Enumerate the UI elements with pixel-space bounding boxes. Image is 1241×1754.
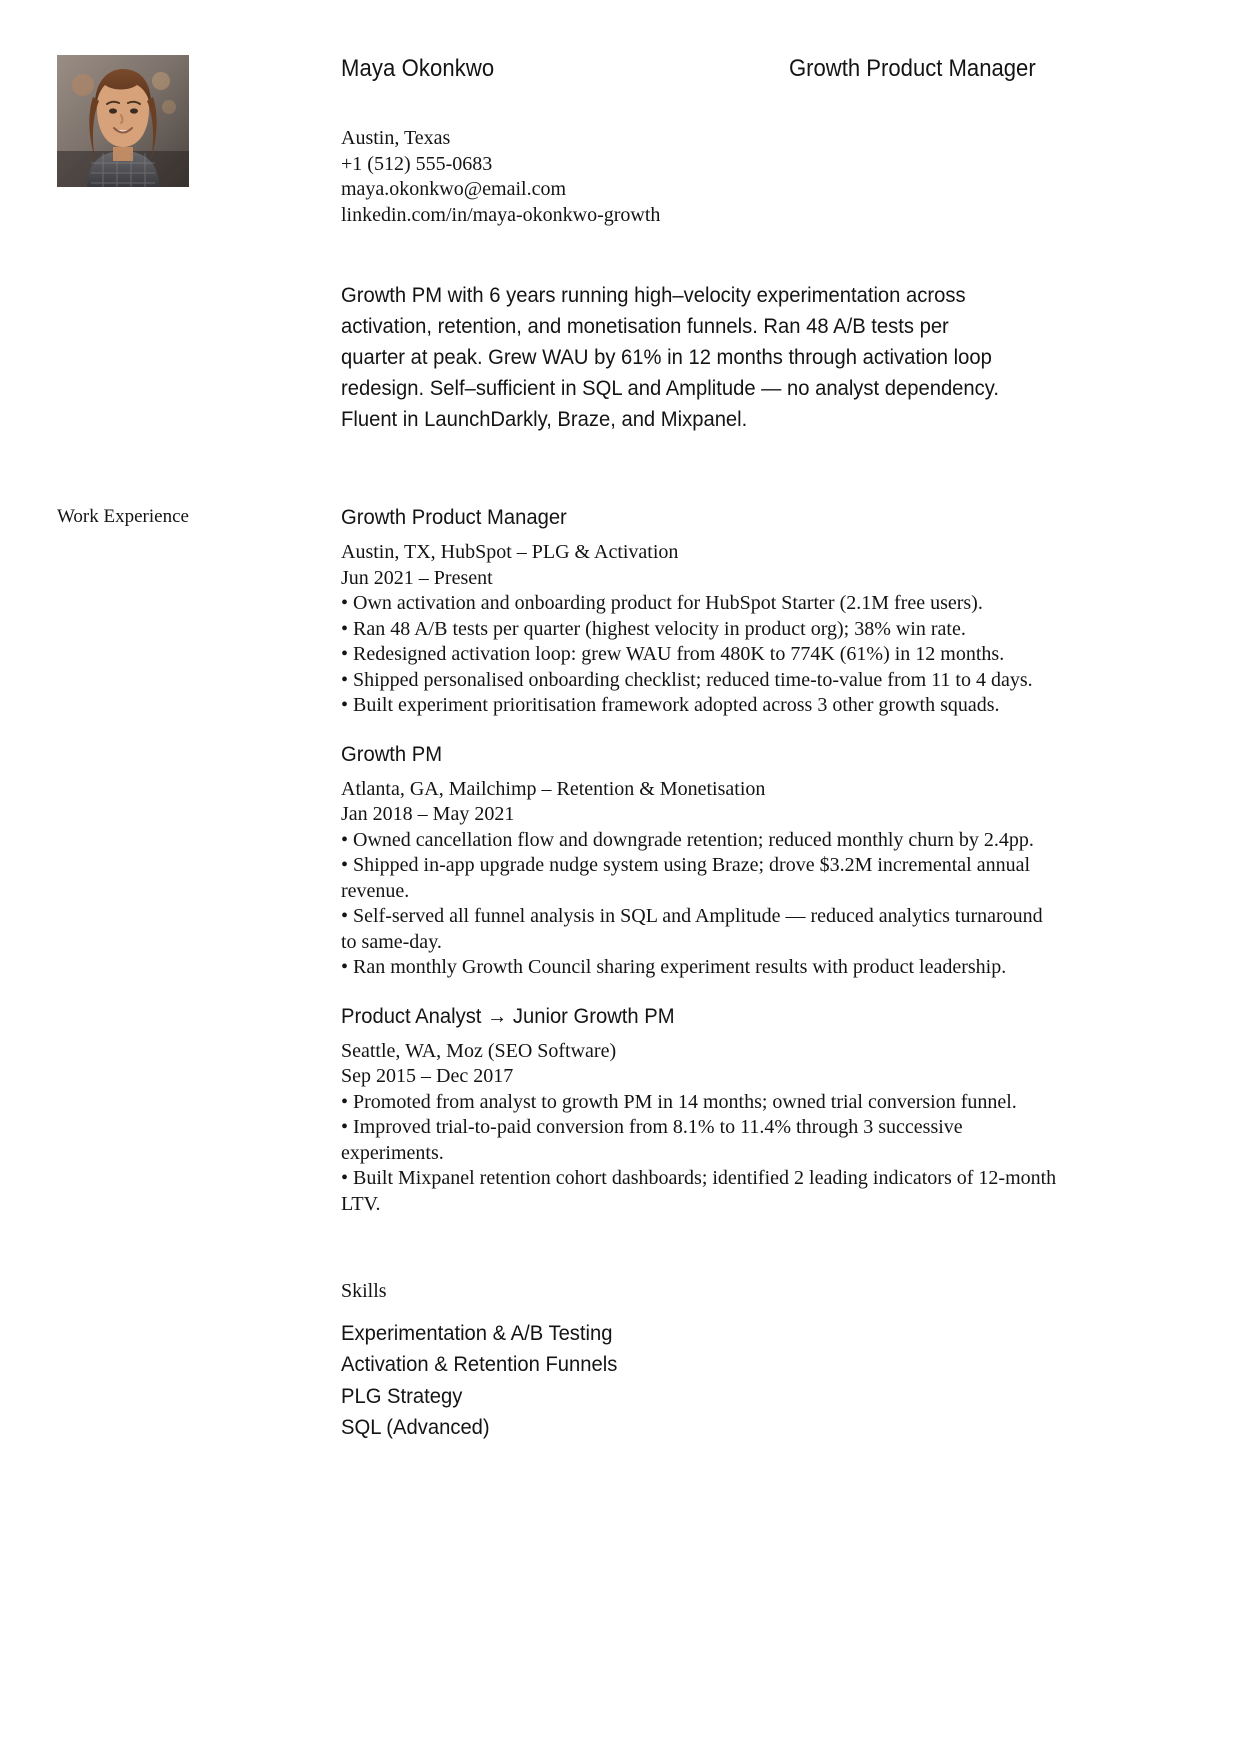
contact-linkedin: linkedin.com/in/maya-okonkwo-growth [341, 204, 661, 227]
work-entry-company: Seattle, WA, Moz (SEO Software) [341, 1039, 617, 1062]
skills-list [341, 1318, 1059, 1443]
work-entry-bullets [341, 1090, 1059, 1218]
work-entry-dates: Jan 2018 – May 2021 [341, 803, 515, 825]
contact-block [341, 126, 660, 229]
work-entry-company: Atlanta, GA, Mailchimp – Retention & Monetisation [341, 777, 766, 800]
work-entry-title: Growth Product Manager [341, 505, 567, 529]
skill-item: Activation & Retention Funnels [341, 1352, 618, 1377]
bullet-item: • Shipped personalised onboarding checklist; reduced time-to-value from 11 to 4 days. [341, 668, 1033, 691]
work-entry-bullets [341, 591, 1059, 719]
work-entry [341, 741, 1059, 981]
skills-section [341, 1279, 1059, 1443]
bullet-item: • Self-served all funnel analysis in SQL and Amplitude — reduced analytics turnaround to same-day. [341, 905, 1043, 953]
bullet-item: • Ran monthly Growth Council sharing experiment results with product leadership. [341, 956, 1007, 978]
work-entry [341, 1003, 1059, 1218]
bullet-item: • Own activation and onboarding product for HubSpot Starter (2.1M free users). [341, 592, 983, 614]
bullet-item: • Built Mixpanel retention cohort dashboards; identified 2 leading indicators of 12-month LTV. [341, 1167, 1057, 1215]
bullet-item: • Shipped in-app upgrade nudge system using Braze; drove $3.2M incremental annual revenue. [341, 854, 1031, 902]
bullet-item: • Redesigned activation loop: grew WAU from 480K to 774K (61%) in 12 months. [341, 643, 1005, 665]
work-entry-dates: Jun 2021 – Present [341, 566, 493, 589]
work-experience-list [341, 504, 1059, 1443]
resume-header [0, 0, 1241, 431]
skill-item: PLG Strategy [341, 1383, 463, 1408]
professional-summary: Growth PM with 6 years running high–velocity experimentation across activation, retention, and monetisation funnels. Ran 48 A/B tests per quarter at peak. Grew WAU by 61% in 12 months through activation loop redesign. Self–sufficient in SQL and Amplitude — no analyst dependency. Fluent in LaunchDarkly, Braze, and Mixpanel. [341, 283, 999, 431]
skill-item: SQL (Advanced) [341, 1414, 490, 1439]
work-entry-bullets [341, 828, 1059, 981]
page-title: Maya Okonkwo [341, 55, 495, 82]
bullet-item: • Ran 48 A/B tests per quarter (highest velocity in product org); 38% win rate. [341, 617, 966, 640]
contact-location: Austin, Texas [341, 127, 451, 149]
bullet-item: • Improved trial-to-paid conversion from 8.1% to 11.4% through 3 successive experiments. [341, 1116, 963, 1164]
work-entry-title: Product Analyst → Junior Growth PM [341, 1003, 675, 1028]
skill-item: Experimentation & A/B Testing [341, 1321, 613, 1345]
bullet-item: • Built experiment prioritisation framework adopted across 3 other growth squads. [341, 694, 1000, 716]
skills-heading: Skills [341, 1280, 387, 1302]
header-job-title: Growth Product Manager [789, 55, 1036, 82]
contact-email: maya.okonkwo@email.com [341, 178, 567, 201]
bullet-item: • Owned cancellation flow and downgrade retention; reduced monthly churn by 2.4pp. [341, 828, 1034, 851]
section-label-work-experience: Work Experience [57, 506, 189, 527]
bullet-item: • Promoted from analyst to growth PM in 14 months; owned trial conversion funnel. [341, 1090, 1017, 1113]
contact-phone: +1 (512) 555-0683 [341, 152, 493, 175]
work-entry [341, 504, 1059, 719]
work-entry-dates: Sep 2015 – Dec 2017 [341, 1065, 514, 1087]
work-entry-company: Austin, TX, HubSpot – PLG & Activation [341, 541, 679, 563]
work-entry-title: Growth PM [341, 741, 443, 766]
avatar [57, 55, 189, 187]
